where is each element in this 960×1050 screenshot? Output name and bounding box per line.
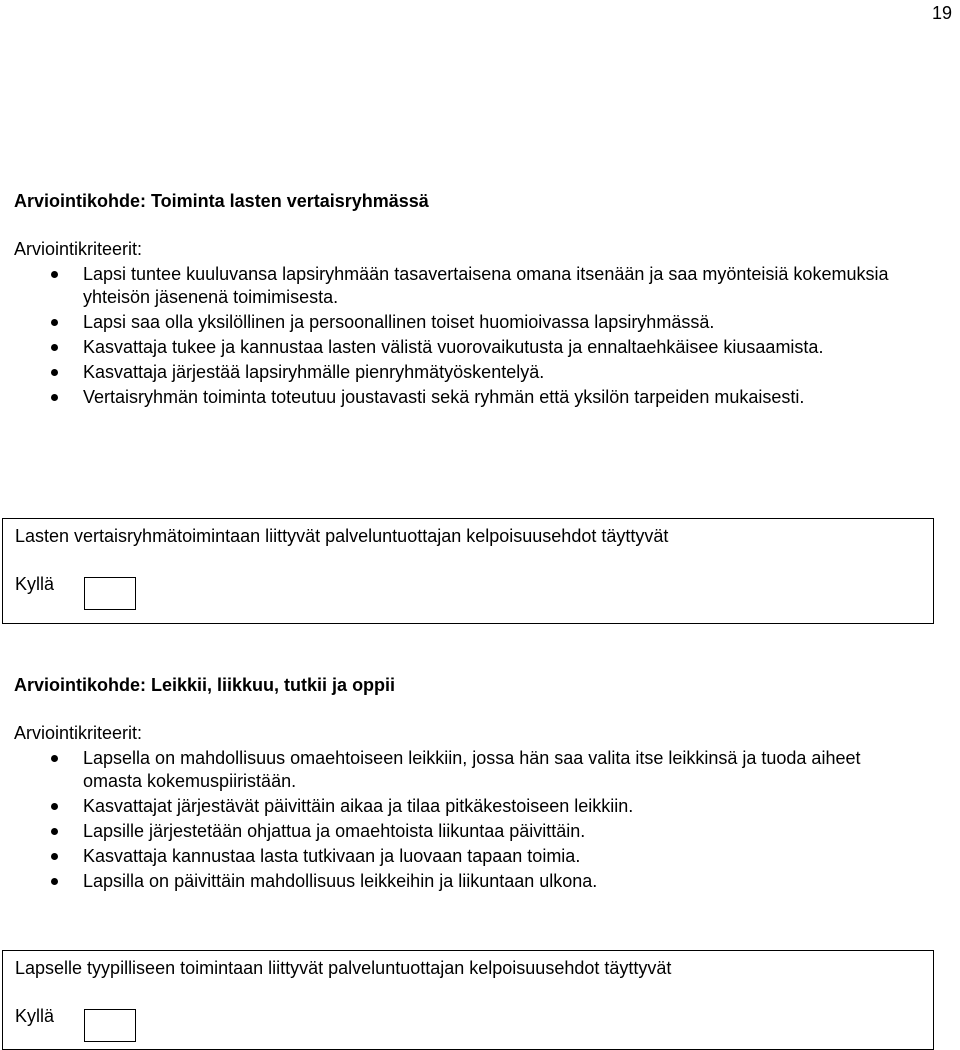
bullet-icon	[51, 394, 58, 401]
list-item	[14, 263, 934, 309]
list-item	[14, 870, 934, 893]
criterion-text: Kasvattaja kannustaa lasta tutkivaan ja luovaan tapaan toimia.	[83, 846, 581, 866]
bullet-icon	[51, 828, 58, 835]
bullet-icon	[51, 369, 58, 376]
list-item	[14, 311, 934, 334]
criterion-text: Lapsilla on päivittäin mahdollisuus leikkeihin ja liikuntaan ulkona.	[83, 871, 598, 891]
criteria-label: Arviointikriteerit:	[14, 239, 143, 259]
criterion-text: Lapsi tuntee kuuluvansa lapsiryhmään tasavertaisena omana itsenään ja saa myönteisiä kokemuksia yhteisön jäsenenä toimimisesta.	[83, 264, 889, 307]
criteria-label: Arviointikriteerit:	[14, 723, 143, 743]
section-heading: Arviointikohde: Toiminta lasten vertaisryhmässä	[14, 191, 429, 211]
criterion-text: Kasvattajat järjestävät päivittäin aikaa ja tilaa pitkäkestoiseen leikkiin.	[83, 796, 634, 816]
criteria-list	[14, 263, 934, 409]
bullet-icon	[51, 853, 58, 860]
criteria-list	[14, 747, 934, 893]
criterion-text: Lapsille järjestetään ohjattua ja omaehtoista liikuntaa päivittäin.	[83, 821, 586, 841]
section-peer-group	[14, 190, 934, 411]
bullet-icon	[51, 803, 58, 810]
section-heading: Arviointikohde: Leikkii, liikkuu, tutkii ja oppii	[14, 675, 396, 695]
list-item	[14, 795, 934, 818]
list-item	[14, 820, 934, 843]
list-item	[14, 361, 934, 384]
criterion-text: Kasvattaja tukee ja kannustaa lasten välistä vuorovaikutusta ja ennaltaehkäisee kiusaamista.	[83, 337, 824, 357]
yes-checkbox[interactable]	[84, 1009, 136, 1042]
yes-label: Kyllä	[15, 574, 55, 594]
criterion-text: Vertaisryhmän toiminta toteutuu joustavasti sekä ryhmän että yksilön tarpeiden mukaisesti.	[83, 387, 805, 407]
bullet-icon	[51, 878, 58, 885]
section-play-learning	[14, 674, 934, 895]
criterion-text: Lapsi saa olla yksilöllinen ja persoonallinen toiset huomioivassa lapsiryhmässä.	[83, 312, 715, 332]
yes-checkbox[interactable]	[84, 577, 136, 610]
yes-label: Kyllä	[15, 1006, 55, 1026]
list-item	[14, 386, 934, 409]
list-item	[14, 336, 934, 359]
bullet-icon	[51, 271, 58, 278]
list-item	[14, 747, 934, 793]
list-item	[14, 845, 934, 868]
eligibility-box-play-learning	[2, 950, 934, 1050]
criterion-text: Lapsella on mahdollisuus omaehtoiseen leikkiin, jossa hän saa valita itse leikkinsä ja tuoda aiheet omasta kokemuspiiristään.	[83, 748, 861, 791]
bullet-icon	[51, 319, 58, 326]
eligibility-statement: Lasten vertaisryhmätoimintaan liittyvät palveluntuottajan kelpoisuusehdot täyttyvät	[15, 526, 669, 546]
bullet-icon	[51, 755, 58, 762]
page-number: 19	[931, 3, 952, 23]
bullet-icon	[51, 344, 58, 351]
criterion-text: Kasvattaja järjestää lapsiryhmälle pienryhmätyöskentelyä.	[83, 362, 545, 382]
eligibility-statement: Lapselle tyypilliseen toimintaan liittyvät palveluntuottajan kelpoisuusehdot täyttyvät	[15, 958, 672, 978]
eligibility-box-peer-group	[2, 518, 934, 624]
